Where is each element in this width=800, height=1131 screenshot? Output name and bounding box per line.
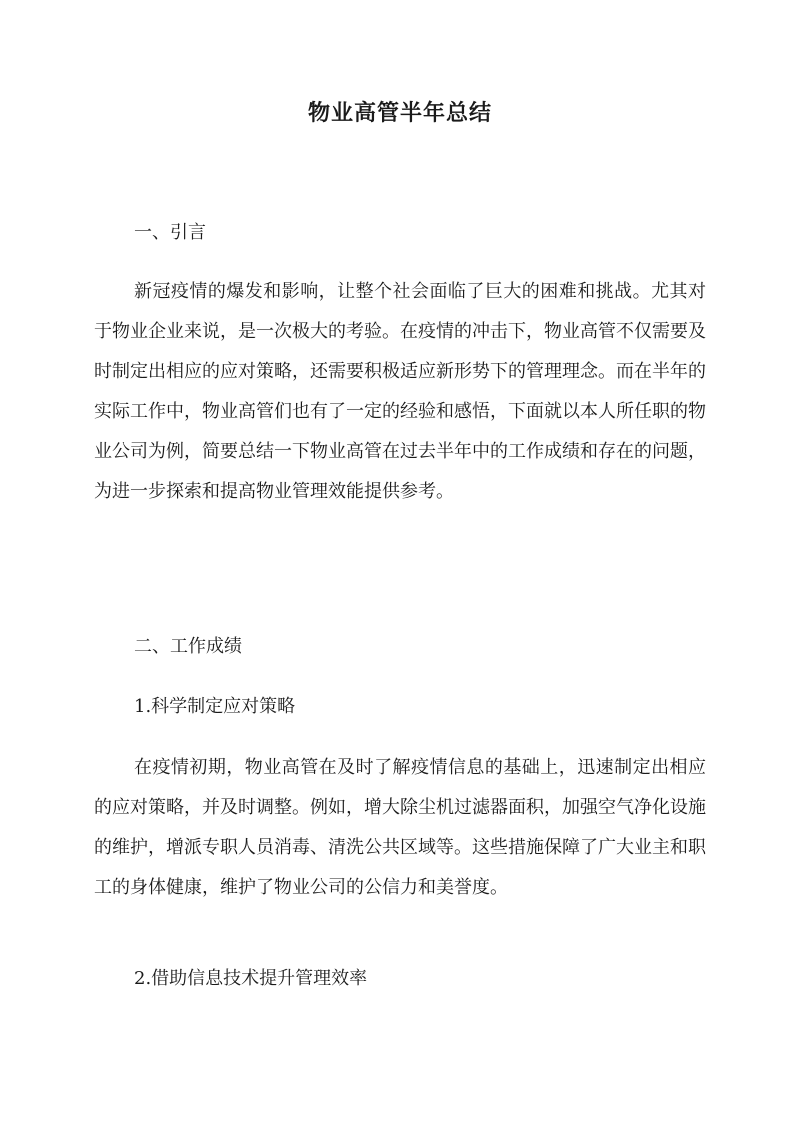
document-title: 物业高管半年总结: [307, 100, 492, 126]
intro-paragraph: 新冠疫情的爆发和影响，让整个社会面临了巨大的困难和挑战。尤其对于物业企业来说，是一次极大的考验。在疫情的冲击下，物业高管不仅需要及时制定出相应的应对策略，还需要积极适应新形势下的管理理念。而在半年的实际工作中，物业高管们也有了一定的经验和感悟，下面就以本人所任职的物业公司为例，简要总结一下物业高管在过去半年中的工作成绩和存在的问题，为进一步探索和提高物业管理效能提供参考。: [94, 281, 706, 502]
section-heading-achievements: 二、工作成绩: [134, 636, 242, 657]
strategy-paragraph: 在疫情初期，物业高管在及时了解疫情信息的基础上，迅速制定出相应的应对策略，并及时调整。例如，增大除尘机过滤器面积，加强空气净化设施的维护，增派专职人员消毒、清洗公共区域等。这些措施保障了广大业主和职工的身体健康，维护了物业公司的公信力和美誉度。: [94, 757, 706, 898]
subsection-heading-it-efficiency: 2.借助信息技术提升管理效率: [134, 968, 368, 989]
section-heading-intro: 一、引言: [134, 222, 206, 243]
subsection-heading-strategy: 1.科学制定应对策略: [134, 696, 296, 717]
